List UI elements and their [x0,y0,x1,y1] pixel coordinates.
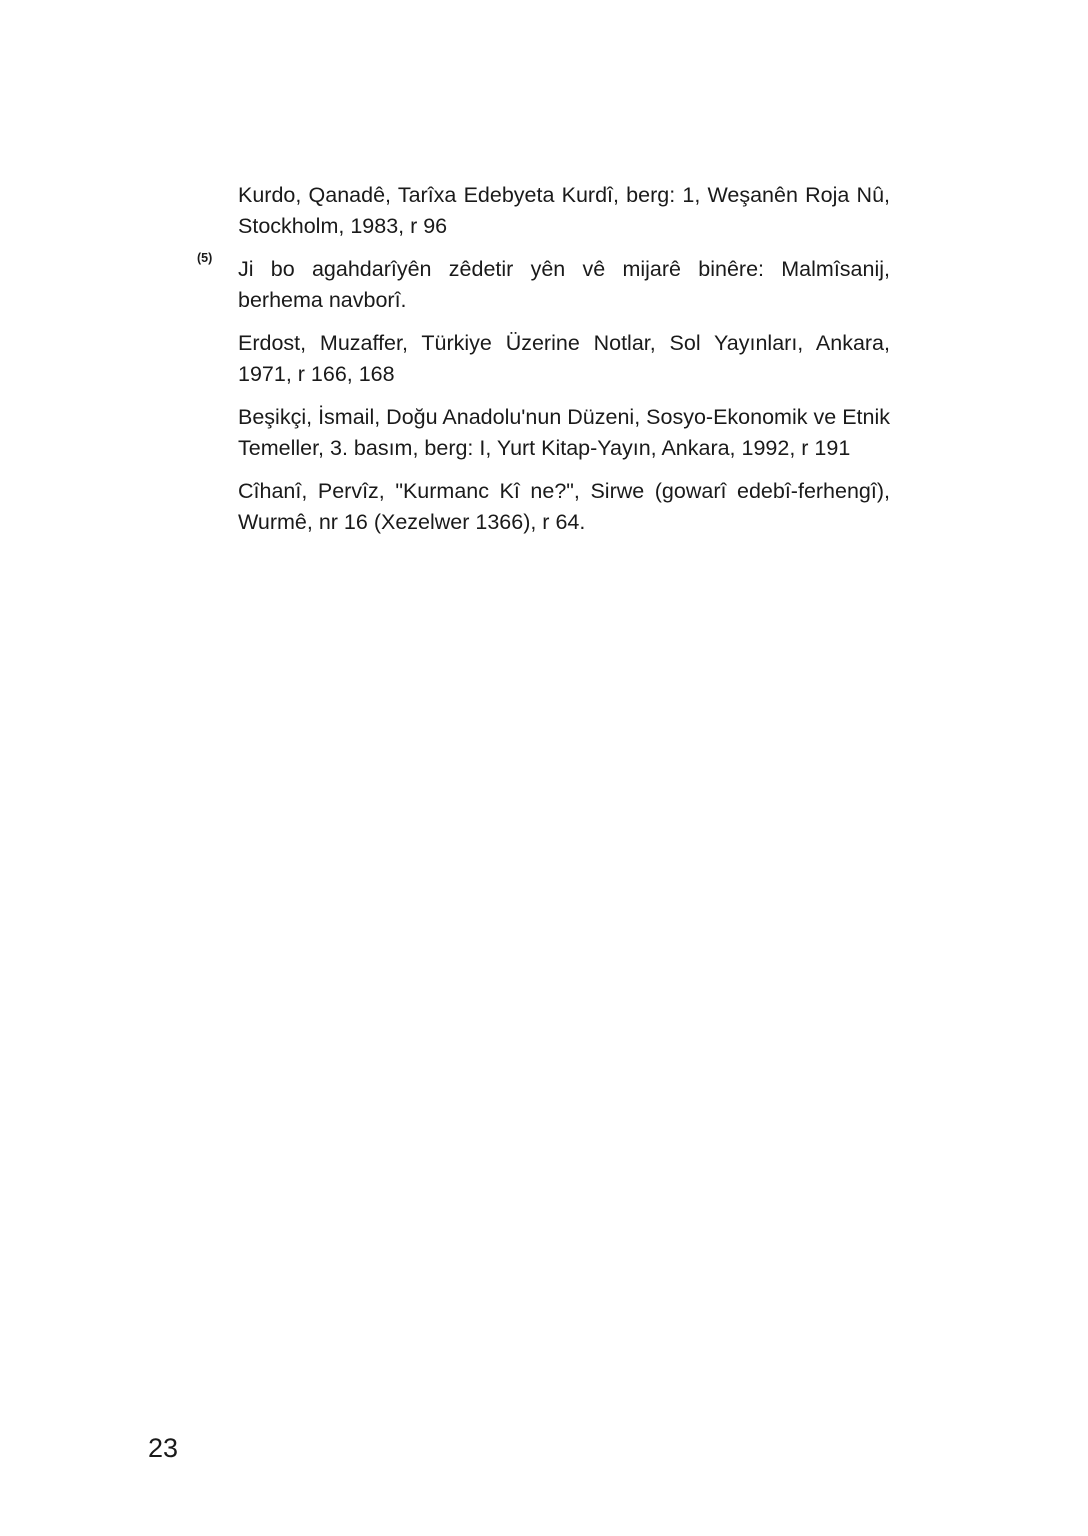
reference-entry [238,328,890,389]
reference-text: Cîhanî, Pervîz, "Kurmanc Kî ne?", Sirwe (gowarî edebî-ferhengî), Wurmê, nr 16 (Xezelwer 1366), r 64. [238,479,890,534]
footnote-list [197,180,890,550]
reference-entry [238,476,890,537]
reference-text: Beşikçi, İsmail, Doğu Anadolu'nun Düzeni, Sosyo-Ekonomik ve Etnik Temeller, 3. basım, berg: I, Yurt Kitap-Yayın, Ankara, 1992, r 191 [238,405,890,460]
reference-text: Kurdo, Qanadê, Tarîxa Edebyeta Kurdî, berg: 1, Weşanên Roja Nû, Stockholm, 1983, r 96 [238,183,890,238]
reference-text: Erdost, Muzaffer, Türkiye Üzerine Notlar, Sol Yayınları, Ankara, 1971, r 166, 168 [238,331,890,386]
footnote-entry [197,251,890,315]
footnote-text: Ji bo agahdarîyên zêdetir yên vê mijarê binêre: Malmîsanij, berhema navborî. [238,257,890,312]
reference-entry [238,180,890,241]
footnote-marker: (5) [197,251,213,265]
page-number: 23 [148,1433,179,1463]
reference-entry [238,402,890,463]
